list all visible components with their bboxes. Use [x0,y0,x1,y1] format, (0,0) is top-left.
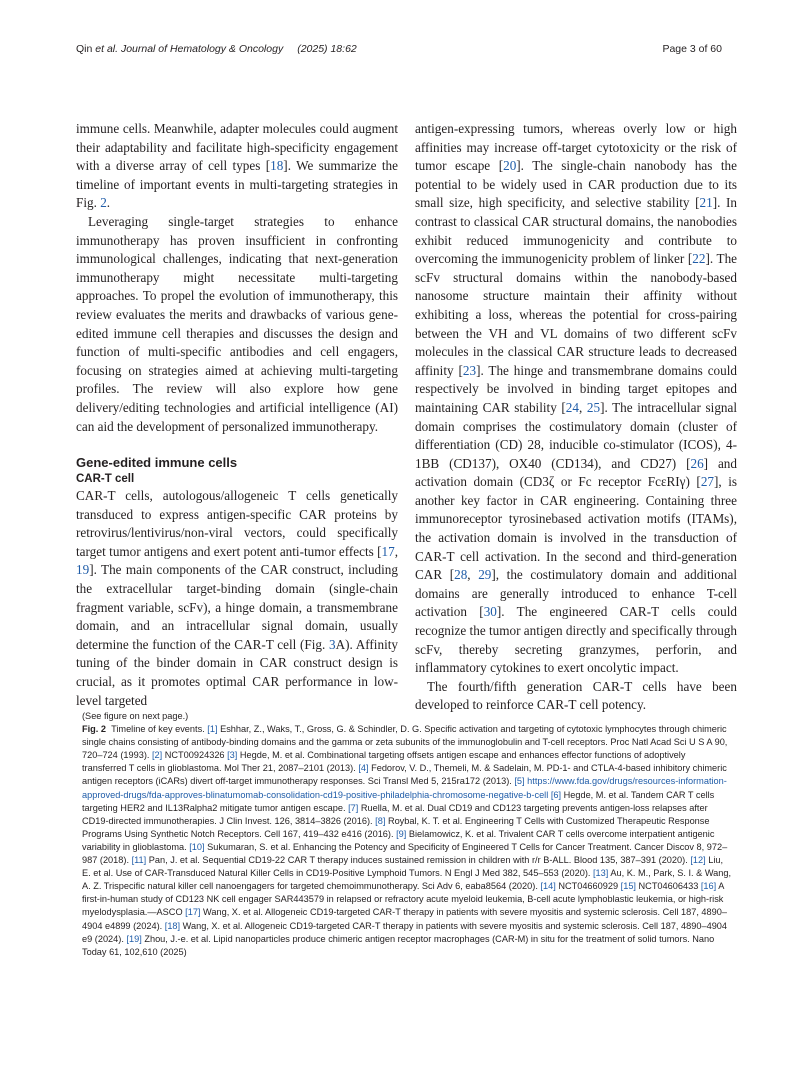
reference-number-link[interactable]: [15] [620,881,636,892]
reference-number-link[interactable]: [1] [207,724,218,735]
reference-text: NCT04606433 [638,881,699,892]
reference-number-link[interactable]: [16] [700,881,717,892]
reference-number-link[interactable]: [12] [690,855,706,866]
reference-text: Eshhar, Z., Waks, T., Gross, G. & Schindler, D. G. Specific activation and targeting of cytotoxic lymphocytes through chimeric single chains consisting of antibody-binding domains and the gamma or zeta subunits of the immunoglobulin and T-cell receptors. Proc Natl Acad Sci U S A 90, 720–724 (1993). [82,724,728,761]
text: ] and activation domain (CD3ζ or Fc receptor FcεRIγ) [ [415,455,737,490]
see-next-page-note: (See figure on next page.) [82,711,189,721]
text: , [394,543,398,559]
text: antigen-expressing tumors, whereas overly low or high affinities may increase off-target cytotoxicity or the risk of tumor escape [ [415,121,737,174]
paragraph [76,487,398,710]
running-header [76,43,357,55]
text: ]. The hinge and transmembrane domains could respectively be involved in binding target epitopes and maintaining CAR stability [ [415,362,737,415]
text: . [106,195,111,211]
text: immune cells. Meanwhile, adapter molecules could augment their adaptability and facilitate high-specificity engagement with a diverse array of cell types [ [76,121,398,174]
reference-number-link[interactable]: [8] [375,815,386,826]
reference-number-link[interactable]: [3] [227,750,238,761]
citation-link[interactable]: 19 [76,562,90,578]
header-author: Qin [76,43,93,55]
citation-link[interactable]: 17 [381,543,395,559]
text: ]. We summarize the timeline of important events in multi-targeting strategies in Fig. [76,158,398,211]
text: ]. The main components of the CAR construct, including the extracellular target-binding domain (single-chain fragment variable, scFv), a hinge domain, a transmembrane domain, and an intracellular signal domain, usually determine the function of the CAR-T cell (Fig. [76,562,398,652]
reference-text: Hegde, M. et al. Tandem CAR T cells targeting HER2 and IL13Ralpha2 mitigate tumor antigen escape. [82,789,715,813]
page-number: Page 3 of 60 [662,43,722,55]
citation-link[interactable]: 21 [699,195,713,211]
paragraph: The fourth/fifth generation CAR-T cells have been developed to reinforce CAR-T cell potency. [415,678,737,713]
citation-link[interactable]: 20 [503,158,517,174]
reference-text: Liu, E. et al. Use of CAR-Transduced Natural Killer Cells in CD19-Positive Lymphoid Tumors. N Engl J Med 382, 545–553 (2020). [82,855,724,879]
paragraph [415,120,737,678]
reference-number-link[interactable]: [2] [152,750,163,761]
subsection-title: CAR-T cell [76,473,135,486]
left-column [76,120,398,710]
reference-text: Bielamowicz, K. et al. Trivalent CAR T cells overcome interpatient antigenic variability in glioblastoma. [82,828,715,852]
reference-text: NCT00924326 [164,750,225,761]
header-journal: et al. Journal of Hematology & Oncology [95,43,284,55]
section-title: Gene-edited immune cells [76,455,238,471]
header-year-volume: (2025) 18:62 [297,43,357,55]
reference-text: Fedorov, V. D., Themeli, M. & Sadelain, M. PD-1- and CTLA-4-based inhibitory chimeric antigen receptors (iCARs) divert off-target immunotherapy responses. Sci Transl Med 5, 215ra172 (2013). [82,763,727,787]
reference-text: A first-in-human study of CD123 NK cell engager SAR443579 in relapsed or refractory acute myeloid leukemia, B-cell acute lymphoblastic leukemia, or high-risk myelodysplasia.—ASCO [82,881,724,918]
text: ], is another key factor in CAR engineering. Containing three immunoreceptor tyrosinebased activation motifs (ITAMs), the activation domain is involved in the transduction of CAR-T cell activation. In the second and third-generation CAR [ [415,474,737,583]
citation-link[interactable]: 28 [454,567,468,583]
caption-title: Timeline of key events. [111,724,205,735]
figure-caption [82,710,732,959]
reference-text: NCT04660929 [558,881,619,892]
reference-text: Wang, X. et al. Allogeneic CD19-targeted CAR-T therapy in patients with severe myositis and systemic sclerosis. Cell 187, 4890–4904 e9 (2024). [82,920,728,944]
reference-number-link[interactable]: [7] [348,802,359,813]
text: ]. The single-chain nanobody has the potential to be widely used in CAR production due to its small size, high specificity, and selective stability [ [415,158,738,211]
reference-text: Zhou, J.-e. et al. Lipid nanoparticles produce chimeric antigen receptor macrophages (CAR-M) in situ for the treatment of solid tumors. Nano Today 61, 102,610 (2025) [82,933,715,957]
citation-link[interactable]: 22 [692,251,706,267]
reference-text: Au, K. M., Park, S. I. & Wang, A. Z. Trispecific natural killer cell nanoengagers for targeted chemoimmunotherapy. Sci Adv 6, eaba8564 (2020). [82,868,732,892]
reference-number-link[interactable]: [11] [131,855,147,866]
text: A). Affinity tuning of the binder domain in CAR construct design is crucial, as it promotes optimal CAR performance in low-level targeted [76,636,398,708]
paragraph [76,120,398,213]
reference-number-link[interactable]: [17] [185,907,201,918]
reference-text: Hegde, M. et al. Combinational targeting offsets antigen escape and enhances effector functions of adoptively transferred T cells in glioblastoma. Mol Ther 21, 2087–2101 (2013). [82,750,686,774]
reference-number-link[interactable]: [13] [593,868,609,879]
citation-link[interactable]: 29 [478,567,492,583]
citation-link[interactable]: 27 [700,474,714,490]
text: ]. In contrast to classical CAR structural domains, the nanobodies exhibit reduced immunogenicity and contribute to overcoming the immunogenicity problem of linker [ [415,195,737,267]
citation-link[interactable]: 24 [565,399,579,415]
reference-number-link[interactable]: [18] [164,920,181,931]
reference-text: Pan, J. et al. Sequential CD19-22 CAR T therapy induces sustained remission in children with r/r B-ALL. Blood 135, 387–391 (2020). [148,855,688,866]
reference-text: Wang, X. et al. Allogeneic CD19-targeted CAR-T therapy in patients with severe myositis and systemic sclerosis. Cell 187, 4890–4904 e4899 (2024). [82,907,727,931]
right-column [415,120,737,715]
text: ]. The intracellular signal domain comprises the costimulatory domain (cluster of differentiation (CD) 28, inducible co-stimulator (ICOS), 4-1BB (CD137), OX40 (CD134), and CD27) [ [415,399,738,471]
citation-link[interactable]: 25 [586,399,601,415]
reference-text: Roybal, K. T. et al. Engineering T Cells with Customized Therapeutic Response Programs Using Synthetic Notch Receptors. Cell 167, 419–432 e416 (2016). [82,815,710,839]
reference-text: Sukumaran, S. et al. Enhancing the Potency and Specificity of Engineered T Cells for Cancer Treatment. Cancer Discov 8, 972–987 (2018). [82,841,728,866]
figure-label: Fig. 2 [82,724,106,735]
text: ], the costimulatory domain and additional domains are generally introduced to enhance T-cell activation [ [415,567,737,620]
citation-link[interactable]: 18 [270,158,284,174]
reference-number-link[interactable]: [10] [189,841,205,852]
text: CAR-T cells, autologous/allogeneic T cells genetically transduced to express antigen-specific CAR proteins by retrovirus/lentivirus/non-viral vectors, could specifically target tumor antigens and exert potent anti-tumor effects [ [76,488,398,559]
text: ]. The engineered CAR-T cells could recognize the tumor antigen directly and specifically through scFv, thereby secreting granzymes, perforin, and inflammatory cytokines to exert oncolytic impact. [415,604,737,676]
reference-number-link[interactable]: [4] [358,763,369,774]
text: ]. The scFv structural domains within the nanobody-based nanosome structure maintain their affinity without exhibiting a loss, whereas the potential for cross-pairing between the VH and VL domains of two different scFv molecules in the classical CAR structure leads to decreased affinity [ [415,251,738,378]
reference-number-link[interactable]: [5] [514,776,525,787]
reference-text: Ruella, M. et al. Dual CD19 and CD123 targeting prevents antigen-loss relapses after CD19-directed immunotherapies. J Clin Invest. 126, 3814–3826 (2016). [82,802,708,826]
reference-number-link[interactable]: [19] [126,933,142,944]
reference-number-link[interactable]: [9] [396,828,407,839]
text: , [578,399,587,415]
paragraph: Leveraging single-target strategies to enhance immunotherapy has proven insufficient in confronting immunological challenges, indicating that next-generation immunotherapy might necessitate multi-targeting approaches. To propel the evolution of immunotherapy, this review evaluates the merits and drawbacks of various gene-edited immune cell therapies and discusses the design and function of multi-specific antibodies and cell engagers, focusing on strategies aimed at achieving multi-targeting profiles. The review will also explore how gene delivery/editing technologies and artificial intelligence (AI) can aid the development of personalized immunotherapy. [76,213,398,434]
reference-number-link[interactable]: [6] [550,789,562,800]
caption-body [82,723,732,959]
citation-link[interactable]: 23 [462,362,477,378]
reference-number-link[interactable]: [14] [540,881,556,892]
figure-link[interactable]: 3 [328,636,336,652]
text: , [467,567,479,583]
reference-url-link[interactable]: https://www.fda.gov/drugs/resources-information-approved-drugs/fda-approves-blinatumomab-consolidation-cd19-positive-philadelphia-chromosome-negative-b-cell [82,776,727,800]
citation-link[interactable]: 30 [483,604,497,620]
figure-link[interactable]: 2 [100,195,107,211]
citation-link[interactable]: 26 [690,455,704,471]
